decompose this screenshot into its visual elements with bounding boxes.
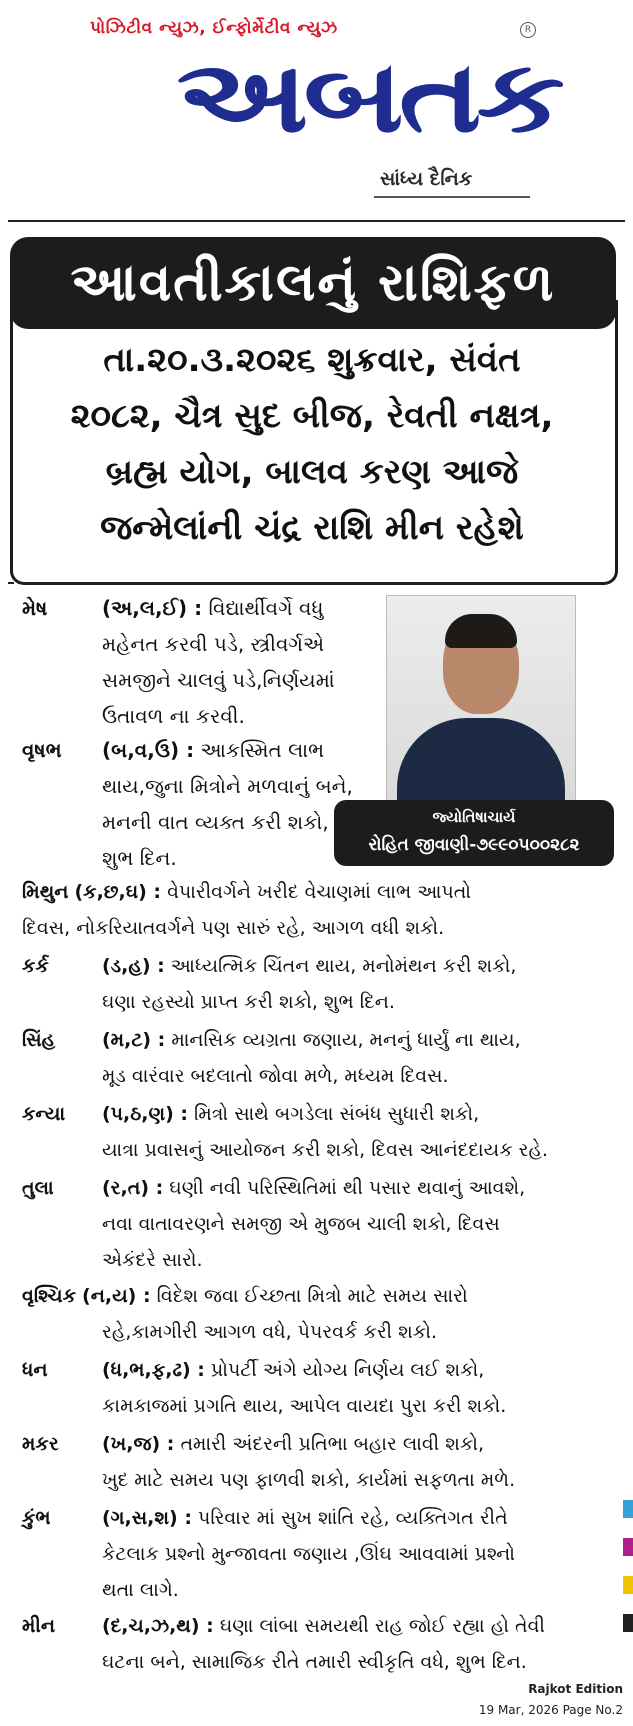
entry-line: થાય,જુના મિત્રોને મળવાનું બને, (102, 774, 353, 798)
sign-name: વૃષભ (22, 738, 62, 762)
sign-letters: (ર,ત) : (102, 1177, 164, 1199)
edge-mark-yellow (623, 1576, 633, 1594)
sign-letters: (મ,ટ) : (102, 1029, 166, 1051)
entry-line: ઘણા રહસ્યો પ્રાપ્ત કરી શકો, શુભ દિન. (102, 991, 395, 1013)
sign-name: મેષ (22, 596, 48, 620)
horoscope-entry-meen (22, 1608, 612, 1680)
sign-name: કર્ક (22, 955, 49, 977)
sign-letters: (ધ,ભ,ફ,ઢ) : (102, 1359, 205, 1381)
entry-line: પ્રોપર્ટી અંગે યોગ્ય નિર્ણય લઈ શકો, (210, 1359, 485, 1381)
intro-line: ૨૦૮૨, ચૈત્ર સુદ બીજ, રેવતી નક્ષત્ર, (70, 396, 554, 436)
horoscope-entry-tula (22, 1170, 612, 1278)
entry-line: ઘણી નવી પરિસ્થિતિમાં થી પસાર થવાનું આવશે, (169, 1177, 526, 1199)
entry-line: વેપારીવર્ગને ખરીદ વેચાણમાં લાભ આપતો (167, 881, 472, 903)
entry-line: આધ્યત્મિક ચિંતન થાય, મનોમંથન કરી શકો, (170, 955, 517, 977)
entry-line: રહે,કામગીરી આગળ વધે, પેપરવર્ક કરી શકો. (102, 1321, 438, 1343)
sign-letters: (ખ,જ) : (102, 1433, 175, 1455)
person-hair (445, 614, 517, 648)
sign-letters: (ડ,હ) : (102, 955, 165, 977)
entry-line: એકંદરે સારો. (102, 1249, 203, 1271)
sign-name: સિંહ (22, 1029, 56, 1051)
masthead (0, 0, 633, 210)
title-bar (10, 237, 616, 329)
sign-name: ધન (22, 1359, 48, 1381)
sign-letters: (પ,ઠ,ણ) : (102, 1103, 188, 1125)
sign-letters: (બ,વ,ઉ) : (102, 738, 195, 762)
sign-name: તુલા (22, 1177, 54, 1199)
entry-line: શુભ દિન. (102, 846, 177, 870)
horoscope-entry-kumbh (22, 1500, 612, 1608)
sign-letters: (ક,છ,ઘ) : (74, 881, 162, 903)
date-page-label: 19 Mar, 2026 Page No.2 (478, 1703, 623, 1717)
astrologer-photo (386, 595, 576, 815)
entry-line: તમારી અંદરની પ્રતિભા બહાર લાવી શકો, (180, 1433, 485, 1455)
horoscope-entry-kark (22, 948, 612, 1020)
sign-name: વૃશ્ચિક (22, 1285, 76, 1307)
sign-name: મકર (22, 1433, 59, 1455)
entry-line: માનસિક વ્યગ્રતા જણાય, મનનું ધાર્યું ના થાય, (171, 1029, 521, 1051)
entry-line: વિદ્યાર્થીવર્ગે વધુ (208, 596, 324, 620)
entry-line: થતા લાગે. (102, 1579, 179, 1601)
horoscope-entry-mesh (22, 590, 382, 734)
horoscope-entry-sinh (22, 1022, 612, 1094)
intro-line: જન્મેલાંની ચંદ્ર રાશિ મીન રહેશે (100, 508, 524, 548)
sign-name: કન્યા (22, 1103, 66, 1125)
entry-line: યાત્રા પ્રવાસનું આયોજન કરી શકો, દિવસ આનંદદાયક રહે. (102, 1139, 549, 1161)
entry-line: પરિવાર માં સુખ શાંતિ રહે, વ્યક્તિગત રીતે (197, 1507, 508, 1529)
entry-line: મિત્રો સાથે બગડેલા સંબંધ સુધારી શકો, (194, 1103, 480, 1125)
entry-line: મૂડ વારંવાર બદલાતો જોવા મળે, મધ્યમ દિવસ. (102, 1065, 449, 1087)
entry-line: વિદેશ જવા ઈચ્છતા મિત્રો માટે સમય સારો (156, 1285, 468, 1307)
entry-line: ઘટના બને, સામાજિક રીતે તમારી સ્વીકૃતિ વધે, શુભ દિન. (102, 1651, 527, 1673)
tagline: પોઝિટીવ ન્યુઝ, ઈન્ફોર્મેટીવ ન્યુઝ (90, 18, 338, 38)
entry-line: ઉતાવળ ના કરવી. (102, 704, 245, 728)
registered-mark-icon: R (520, 22, 536, 38)
entry-line: ખુદ માટે સમય પણ ફાળવી શકો, કાર્યમાં સફળતા મળે. (102, 1469, 516, 1491)
edge-mark-blue (623, 1500, 633, 1518)
horoscope-entry-dhan (22, 1352, 612, 1424)
entry-line: મનની વાત વ્યક્ત કરી શકો, (102, 810, 329, 834)
horoscope-entry-vrushabh (22, 732, 382, 876)
masthead-divider (8, 220, 625, 222)
entry-line: દિવસ, નોકરિયાતવર્ગને પણ સારું રહે, આગળ વધી શકો. (22, 917, 445, 939)
subtitle-underline (374, 196, 530, 198)
astrologer-name: રોહિત જીવાણી-૭૯૯૦૫૦૦૨૮૨ (368, 835, 580, 855)
horoscope-entry-makar (22, 1426, 612, 1498)
edge-color-marks (623, 1500, 633, 1640)
sign-name: મિથુન (22, 881, 69, 903)
sign-name: કુંભ (22, 1507, 51, 1529)
entry-line: કામકાજમાં પ્રગતિ થાય, આપેલ વાયદા પુરા કરી શકો. (102, 1395, 507, 1417)
entry-line: નવા વાતાવરણને સમજી એ મુજબ ચાલી શકો, દિવસ (102, 1213, 500, 1235)
sign-letters: (ન,ય) : (82, 1285, 151, 1307)
sign-letters: (દ,ચ,ઝ,થ) : (102, 1615, 214, 1637)
edge-mark-magenta (623, 1538, 633, 1556)
dashed-divider (8, 582, 608, 584)
entry-line: સમજીને ચાલવું પડે,નિર્ણયમાં (102, 668, 335, 692)
astrologer-role: જ્યોતિષાચાર્ય (432, 808, 516, 826)
horoscope-entry-kanya (22, 1096, 612, 1168)
sign-letters: (અ,લ,ઈ) : (102, 596, 203, 620)
edition-label: Rajkot Edition (528, 1682, 623, 1696)
entry-line: ઘણા લાંબા સમયથી રાહ જોઈ રહ્યા હો તેવી (219, 1615, 545, 1637)
intro-line: બ્રહ્મ યોગ, બાલવ કરણ આજે (105, 452, 519, 492)
masthead-subtitle: સાંધ્ય દૈનિક (380, 168, 473, 190)
edge-mark-black (623, 1614, 633, 1632)
entry-line: કેટલાક પ્રશ્નો મુન્જાવતા જણાય ,ઊંઘ આવવામાં પ્રશ્નો (102, 1543, 516, 1565)
sign-letters: (ગ,સ,શ) : (102, 1507, 192, 1529)
entry-line: મહેનત કરવી પડે, સ્ત્રીવર્ગએ (102, 632, 325, 656)
newspaper-logo: અબતક (176, 38, 560, 155)
horoscope-entry-mithun (22, 874, 612, 946)
intro-line: તા.૨૦.૩.૨૦૨૬ શુક્રવાર, સંવંત (103, 340, 521, 380)
entry-line: આકસ્મિત લાભ (200, 738, 325, 762)
page-title: આવતીકાલનું રાશિફળ (70, 253, 556, 313)
sign-name: મીન (22, 1615, 56, 1637)
intro-text (14, 332, 610, 556)
horoscope-entry-vrushchik (22, 1278, 612, 1350)
